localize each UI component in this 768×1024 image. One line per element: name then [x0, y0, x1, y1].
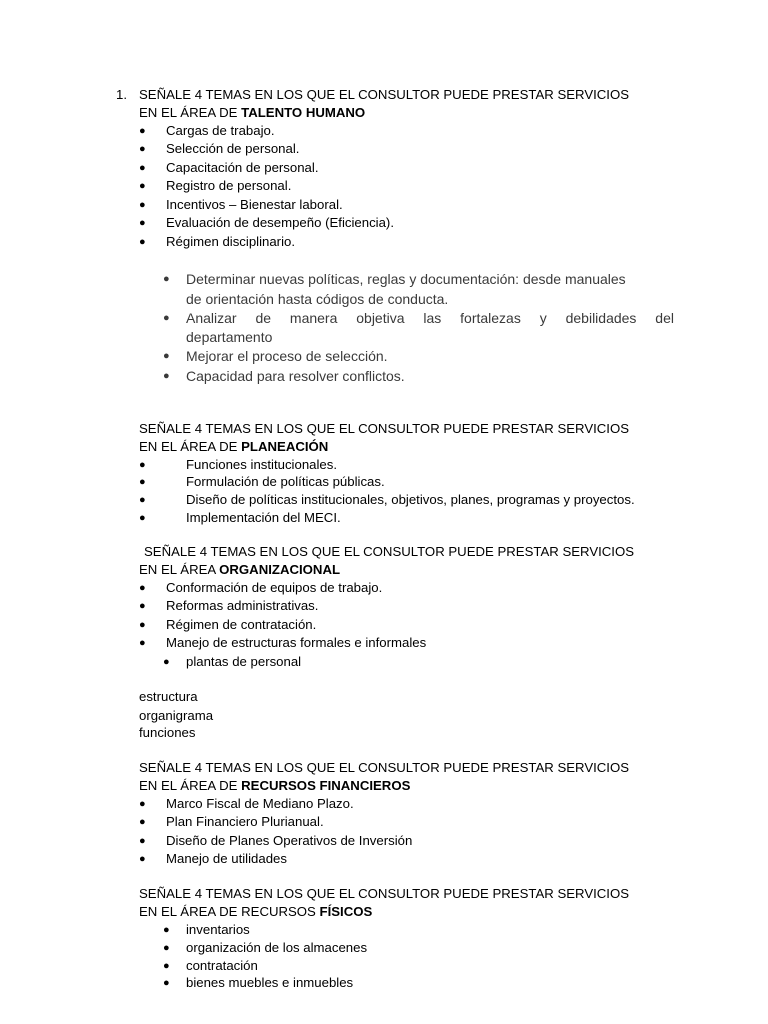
bullet: ●	[163, 977, 170, 989]
bullet: ●	[163, 312, 170, 324]
bullet: ●	[139, 619, 146, 631]
bullet: ●	[163, 273, 170, 285]
bullet: ●	[163, 370, 170, 382]
bullet: ●	[163, 350, 170, 362]
question-line-1: SEÑALE 4 TEMAS EN LOS QUE EL CONSULTOR PUEDE PRESTAR SERVICIOS	[139, 760, 630, 775]
list-item: Reformas administrativas.	[166, 598, 319, 613]
sub-item: plantas de personal	[186, 654, 302, 669]
list-item: Cargas de trabajo.	[166, 123, 275, 138]
list-item: Manejo de utilidades	[166, 851, 287, 866]
question-line-1: SEÑALE 4 TEMAS EN LOS QUE EL CONSULTOR PUEDE PRESTAR SERVICIOS	[139, 886, 630, 901]
list-item: Implementación del MECI.	[186, 510, 341, 525]
bullet: ●	[139, 180, 146, 192]
sub-item: Capacidad para resolver conflictos.	[186, 368, 405, 384]
bullet: ●	[139, 637, 146, 649]
list-item: Plan Financiero Plurianual.	[166, 814, 324, 829]
list-item: Marco Fiscal de Mediano Plazo.	[166, 796, 354, 811]
question-line-1: SEÑALE 4 TEMAS EN LOS QUE EL CONSULTOR PUEDE PRESTAR SERVICIOS	[144, 544, 635, 559]
bullet: ●	[139, 199, 146, 211]
list-item: Formulación de políticas públicas.	[186, 474, 385, 489]
list-item: Evaluación de desempeño (Eficiencia).	[166, 215, 394, 230]
list-item: Diseño de políticas institucionales, objetivos, planes, programas y proyectos.	[186, 492, 635, 507]
question-line-1: SEÑALE 4 TEMAS EN LOS QUE EL CONSULTOR PUEDE PRESTAR SERVICIOS	[139, 421, 630, 436]
bullet: ●	[139, 459, 146, 471]
bullet: ●	[139, 582, 146, 594]
area-title: TALENTO HUMANO	[241, 105, 366, 120]
bullet: ●	[139, 162, 146, 174]
bullet: ●	[139, 494, 146, 506]
question-line-1: SEÑALE 4 TEMAS EN LOS QUE EL CONSULTOR PUEDE PRESTAR SERVICIOS	[139, 87, 630, 102]
bullet: ●	[139, 236, 146, 248]
question-line-2: EN EL ÁREA DE RECURSOS FÍSICOS	[139, 904, 373, 919]
question-line-2: EN EL ÁREA DE RECURSOS FINANCIEROS	[139, 778, 411, 793]
bullet: ●	[139, 798, 146, 810]
bullet: ●	[139, 835, 146, 847]
question-line-2: EN EL ÁREA ORGANIZACIONAL	[139, 562, 341, 577]
sub-item: Mejorar el proceso de selección.	[186, 348, 388, 364]
plain-text: organigrama	[139, 708, 214, 723]
list-item: Capacitación de personal.	[166, 160, 319, 175]
sub-item-continuation: de orientación hasta códigos de conducta.	[186, 291, 449, 307]
list-number: 1.	[116, 87, 127, 102]
list-item: inventarios	[186, 922, 250, 937]
list-item: Régimen de contratación.	[166, 617, 317, 632]
bullet: ●	[163, 656, 170, 668]
bullet: ●	[139, 476, 146, 488]
area-title: PLANEACIÓN	[241, 439, 329, 454]
sub-item: Determinar nuevas políticas, reglas y documentación: desde manuales	[186, 271, 626, 287]
bullet: ●	[163, 942, 170, 954]
bullet: ●	[139, 125, 146, 137]
list-item: Funciones institucionales.	[186, 457, 338, 472]
bullet: ●	[139, 217, 146, 229]
list-item: organización de los almacenes	[186, 940, 368, 955]
sub-item: Analizar de manera objetiva las fortalezas y debilidades del	[186, 310, 674, 326]
sub-item-continuation: departamento	[186, 329, 273, 345]
list-item: Régimen disciplinario.	[166, 234, 296, 249]
area-title: RECURSOS FINANCIEROS	[241, 778, 411, 793]
question-line-2: EN EL ÁREA DE TALENTO HUMANO	[139, 105, 366, 120]
list-item: Conformación de equipos de trabajo.	[166, 580, 383, 595]
bullet: ●	[139, 600, 146, 612]
list-item: Incentivos – Bienestar laboral.	[166, 197, 343, 212]
plain-text: funciones	[139, 725, 196, 740]
bullet: ●	[163, 924, 170, 936]
bullet: ●	[163, 960, 170, 972]
bullet: ●	[139, 816, 146, 828]
area-title: ORGANIZACIONAL	[219, 562, 341, 577]
list-item: Diseño de Planes Operativos de Inversión	[166, 833, 413, 848]
list-item: Manejo de estructuras formales e informales	[166, 635, 427, 650]
bullet: ●	[139, 853, 146, 865]
list-item: bienes muebles e inmuebles	[186, 975, 354, 990]
area-title: FÍSICOS	[319, 904, 373, 919]
plain-text: estructura	[139, 689, 198, 704]
list-item: contratación	[186, 958, 258, 973]
bullet: ●	[139, 512, 146, 524]
question-line-2: EN EL ÁREA DE PLANEACIÓN	[139, 439, 329, 454]
list-item: Selección de personal.	[166, 141, 300, 156]
bullet: ●	[139, 143, 146, 155]
list-item: Registro de personal.	[166, 178, 292, 193]
